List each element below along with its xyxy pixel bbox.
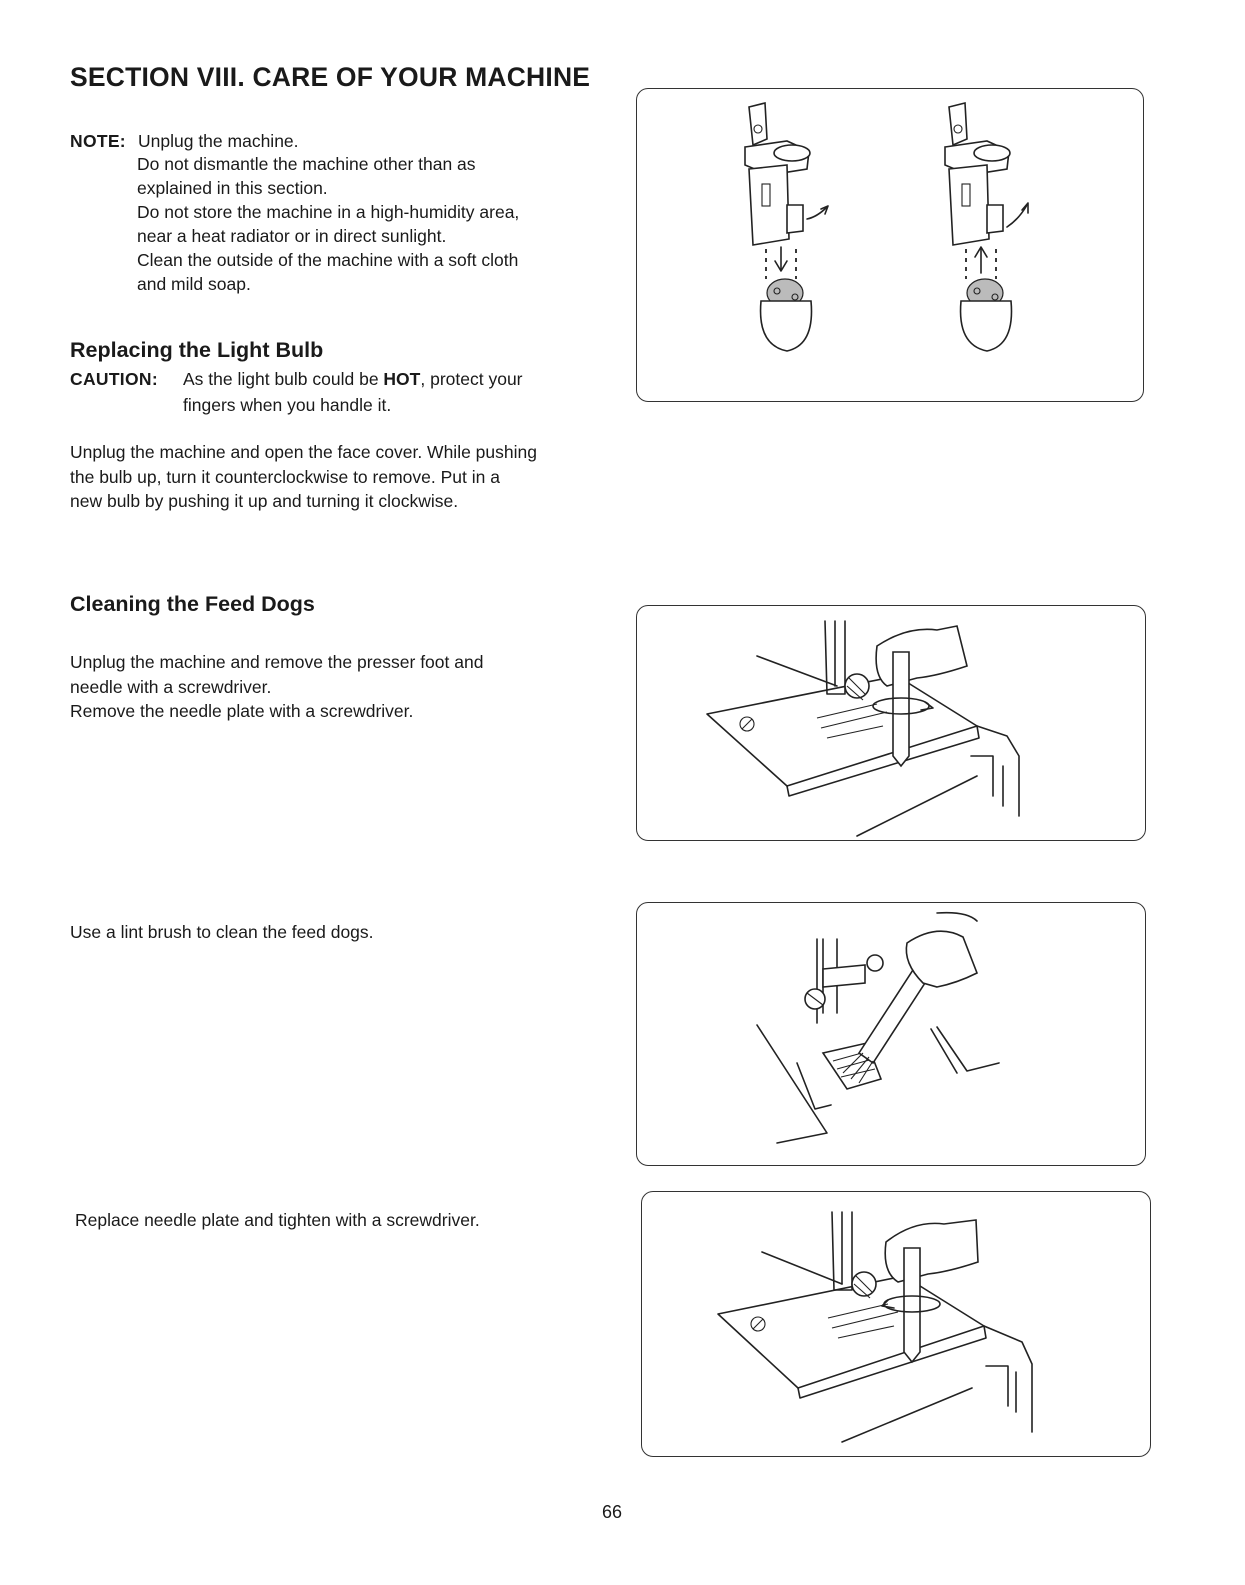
instruction-line: Unplug the machine and open the face cover. While pushing (70, 442, 537, 462)
caution-text-post: , protect your (420, 369, 523, 389)
lint-brush-illustration (637, 903, 1145, 1165)
section-title: SECTION VIII. CARE OF YOUR MACHINE (70, 62, 591, 92)
instruction-line: new bulb by pushing it up and turning it clockwise. (70, 491, 459, 511)
replace-needle-plate-illustration (642, 1192, 1150, 1456)
bulb-right (961, 279, 1012, 351)
note-line: and mild soap. (137, 274, 251, 294)
bulb-left (761, 279, 812, 351)
feed-dogs-step2: Use a lint brush to clean the feed dogs. (70, 922, 374, 942)
screwdriver (904, 1248, 920, 1362)
light-bulb-figure (636, 88, 1144, 402)
feed-dogs-step3: Replace needle plate and tighten with a screwdriver. (75, 1210, 480, 1230)
note-first-line: Unplug the machine. (138, 131, 299, 151)
step1-line: Unplug the machine and remove the presser foot and (70, 652, 484, 672)
hand (885, 1220, 978, 1282)
light-bulb-illustration (637, 89, 1143, 401)
note-line: Clean the outside of the machine with a soft cloth (137, 250, 519, 270)
note-label: NOTE: (70, 131, 126, 151)
hand (876, 626, 967, 686)
caution-text-line2: fingers when you handle it. (183, 395, 392, 415)
note-line: near a heat radiator or in direct sunlight. (137, 226, 447, 246)
socket-install (945, 103, 1028, 279)
caution-emphasis: HOT (383, 369, 421, 389)
instruction-line: the bulb up, turn it counterclockwise to remove. Put in a (70, 466, 500, 487)
socket-remove (745, 103, 828, 279)
note-line: Do not dismantle the machine other than as (137, 154, 476, 174)
caution-label: CAUTION: (70, 369, 158, 389)
note-line: Do not store the machine in a high-humidity area, (137, 202, 520, 222)
feed-dogs-heading: Cleaning the Feed Dogs (70, 592, 315, 616)
light-bulb-heading: Replacing the Light Bulb (70, 338, 324, 362)
screwdriver (893, 652, 909, 766)
caution-text (183, 369, 523, 390)
needle-plate (718, 1276, 984, 1388)
lint-brush-figure (636, 902, 1146, 1166)
note-line: explained in this section. (137, 178, 328, 198)
light-bulb-instructions (70, 440, 537, 514)
remove-needle-plate-illustration (637, 606, 1145, 840)
remove-needle-plate-figure (636, 605, 1146, 841)
caution-text-pre: As the light bulb could be (183, 369, 384, 389)
page-number: 66 (602, 1502, 623, 1522)
replace-needle-plate-figure (641, 1191, 1151, 1457)
step1-line: Remove the needle plate with a screwdriver. (70, 701, 414, 721)
feed-dogs-step1 (70, 650, 483, 724)
step1-line: needle with a screwdriver. (70, 676, 272, 697)
